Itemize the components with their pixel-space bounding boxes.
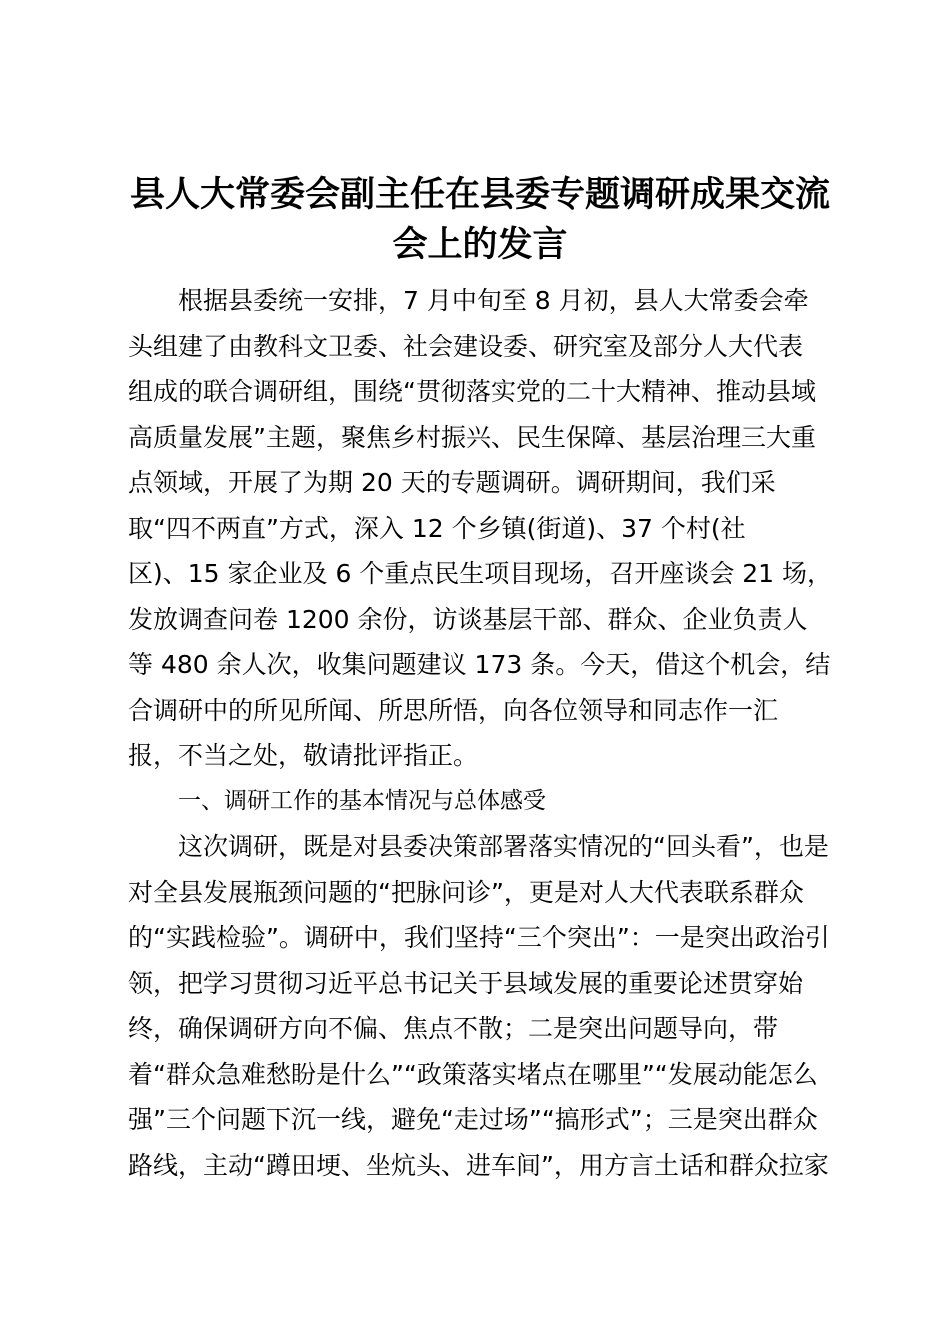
paragraph-line: 合调研中的所见所闻、所思所悟，向各位领导和同志作一汇 (128, 695, 779, 725)
intro-paragraph (128, 278, 840, 779)
title-line-2: 会上的发言 (392, 225, 568, 265)
paragraph-line: 发放调查问卷 1200 余份，访谈基层干部、群众、企业负责人 (128, 604, 808, 634)
paragraph-line: 点领域，开展了为期 20 天的专题调研。调研期间，我们采 (128, 468, 776, 497)
paragraph-line: 报，不当之处，敬请批评指正。 (128, 741, 479, 770)
paragraph-line: 着“群众急难愁盼是什么”“政策落实堵点在哪里”“发展动能怎么 (128, 1059, 818, 1089)
paragraph-line: 强”三个问题下沉一线，避免“走过场”“搞形式”；三是突出群众 (128, 1105, 818, 1134)
document-title (100, 170, 860, 270)
paragraph-line: 领，把学习贯彻习近平总书记关于县域发展的重要论述贯穿始 (128, 968, 804, 998)
section-heading: 一、调研工作的基本情况与总体感受 (178, 787, 546, 814)
paragraph-line: 高质量发展”主题，聚焦乡村振兴、民生保障、基层治理三大重 (128, 422, 816, 452)
paragraph-line: 路线，主动“蹲田埂、坐炕头、进车间”，用方言土话和群众拉家 (128, 1150, 829, 1180)
paragraph-line: 终，确保调研方向不偏、焦点不散；二是突出问题导向，带 (128, 1014, 779, 1043)
paragraph-line: 对全县发展瓶颈问题的“把脉问诊”，更是对人大代表联系群众 (128, 877, 804, 907)
paragraph-line: 根据县委统一安排，7 月中旬至 8 月初，县人大常委会牵 (178, 286, 809, 315)
section-paragraph (128, 824, 840, 1188)
paragraph-line: 取“四不两直”方式，深入 12 个乡镇(街道)、37 个村(社 (128, 513, 746, 543)
paragraph-line: 这次调研，既是对县委决策部署落实情况的“回头看”，也是 (178, 832, 829, 861)
paragraph-line: 组成的联合调研组，围绕“贯彻落实党的二十大精神、推动县域 (128, 377, 816, 406)
document-body (128, 278, 840, 1188)
title-line-1: 县人大常委会副主任在县委专题调研成果交流 (129, 175, 830, 215)
paragraph-line: 等 480 余人次，收集问题建议 173 条。今天，借这个机会，结 (128, 650, 831, 679)
paragraph-line: 头组建了由教科文卫委、社会建设委、研究室及部分人大代表 (128, 331, 804, 361)
paragraph-line: 的“实践检验”。调研中，我们坚持“三个突出”：一是突出政治引 (128, 923, 830, 952)
paragraph-line: 区)、15 家企业及 6 个重点民生项目现场，召开座谈会 21 场， (128, 559, 833, 588)
